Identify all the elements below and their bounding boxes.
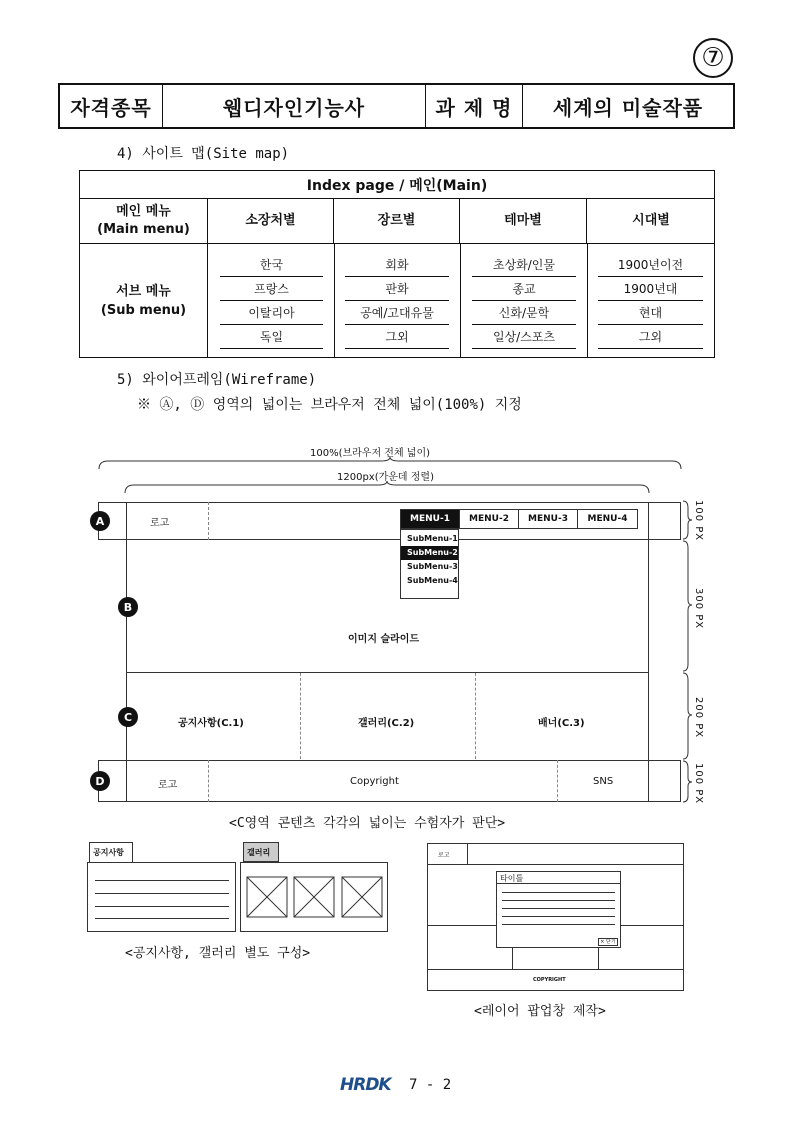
header-table [58,83,735,129]
list-item: 신화/문학 [472,301,576,325]
marker-c: C [118,707,138,727]
menu-item-2[interactable]: MENU-2 [460,510,519,528]
label-cert: 자격종목 [60,85,163,127]
sitemap-table [79,170,715,358]
submenu-item-2[interactable]: SubMenu-2 [401,546,458,560]
list-item: 한국 [220,253,323,277]
list-item: 공예/고대유물 [345,301,449,325]
hrdk-logo: HRDK [340,1075,391,1095]
sns-label: SNS [593,776,614,787]
height-c: 200 PX [693,697,704,739]
height-brackets [682,500,696,804]
label-task: 과 제 명 [426,85,523,127]
gallery-tab[interactable]: 갤러리 [243,842,279,862]
height-b: 300 PX [693,588,704,630]
notice-tab[interactable]: 공지사항 [89,842,133,862]
list-item: 독일 [220,325,323,349]
list-item: 초상화/인물 [472,253,576,277]
list-item: 현대 [598,301,703,325]
c-area-note: <C영역 콘텐츠 각각의 넓이는 수험자가 판단> [229,816,506,831]
list-item: 일상/스포츠 [472,325,576,349]
popup-logo: 로고 [438,852,450,859]
popup-title: 타이틀 [500,874,524,883]
menu-item-3[interactable]: MENU-3 [519,510,578,528]
sub-menu-label: 서브 메뉴 (Sub menu) [80,244,208,358]
list-item: 회화 [345,253,449,277]
list-item: 그외 [598,325,703,349]
popup-close-button[interactable]: × 닫기 [598,938,618,946]
col-header-2: 장르별 [334,199,460,244]
notice-gallery-caption: <공지사항, 갤러리 별도 구성> [125,946,311,961]
cert-name: 웹디자인기능사 [163,85,426,127]
height-d: 100 PX [693,763,704,805]
sitemap-title: 4) 사이트 맵(Site map) [117,146,290,162]
notice-box [87,862,236,932]
popup-copyright: COPYRIGHT [533,977,566,983]
wireframe-title: 5) 와이어프레임(Wireframe) [117,372,317,388]
list-item: 1900년이전 [598,253,703,277]
list-item: 판화 [345,277,449,301]
col-header-1: 소장처별 [208,199,334,244]
width-center-label: 1200px(가운데 정렬) [337,472,434,483]
submenu-item-1[interactable]: SubMenu-1 [407,534,458,543]
marker-d: D [90,771,110,791]
gallery-thumbnails [246,876,386,921]
submenu-item-4[interactable]: SubMenu-4 [407,576,458,585]
marker-a: A [90,511,110,531]
wireframe-note: ※ Ⓐ, Ⓓ 영역의 넓이는 브라우저 전체 넓이(100%) 지정 [137,397,522,413]
list-item: 이탈리아 [220,301,323,325]
footer-logo-label: 로고 [158,780,178,791]
menu-item-1[interactable]: MENU-1 [401,510,460,528]
submenu-item-3[interactable]: SubMenu-3 [407,562,458,571]
page-footer-number: 7 - 2 [409,1077,452,1093]
marker-b: B [118,597,138,617]
list-item: 1900년대 [598,277,703,301]
banner-c3: 배너(C.3) [538,718,585,729]
popup-caption: <레이어 팝업창 제작> [474,1004,606,1019]
gallery-c2: 갤러리(C.2) [358,718,415,729]
width-full-label: 100%(브라우저 전체 넓이) [310,448,431,459]
width-center-bracket [124,480,650,494]
page-number-circle: ⑦ [693,38,733,78]
main-menu-label: 메인 메뉴 (Main menu) [80,199,208,244]
main-menu-bar [400,509,638,529]
list-item: 프랑스 [220,277,323,301]
logo-label: 로고 [150,518,170,529]
submenu-dropdown [400,529,459,599]
col-header-4: 시대별 [587,199,715,244]
index-row: Index page / 메인(Main) [80,171,714,199]
image-slide-label: 이미지 슬라이드 [348,634,420,645]
list-item: 그외 [345,325,449,349]
copyright-label: Copyright [350,776,399,787]
list-item: 종교 [472,277,576,301]
col-header-3: 테마별 [460,199,587,244]
task-name: 세계의 미술작품 [552,95,704,120]
notice-c1: 공지사항(C.1) [178,718,244,729]
menu-item-4[interactable]: MENU-4 [587,514,628,524]
height-a: 100 PX [693,500,704,542]
